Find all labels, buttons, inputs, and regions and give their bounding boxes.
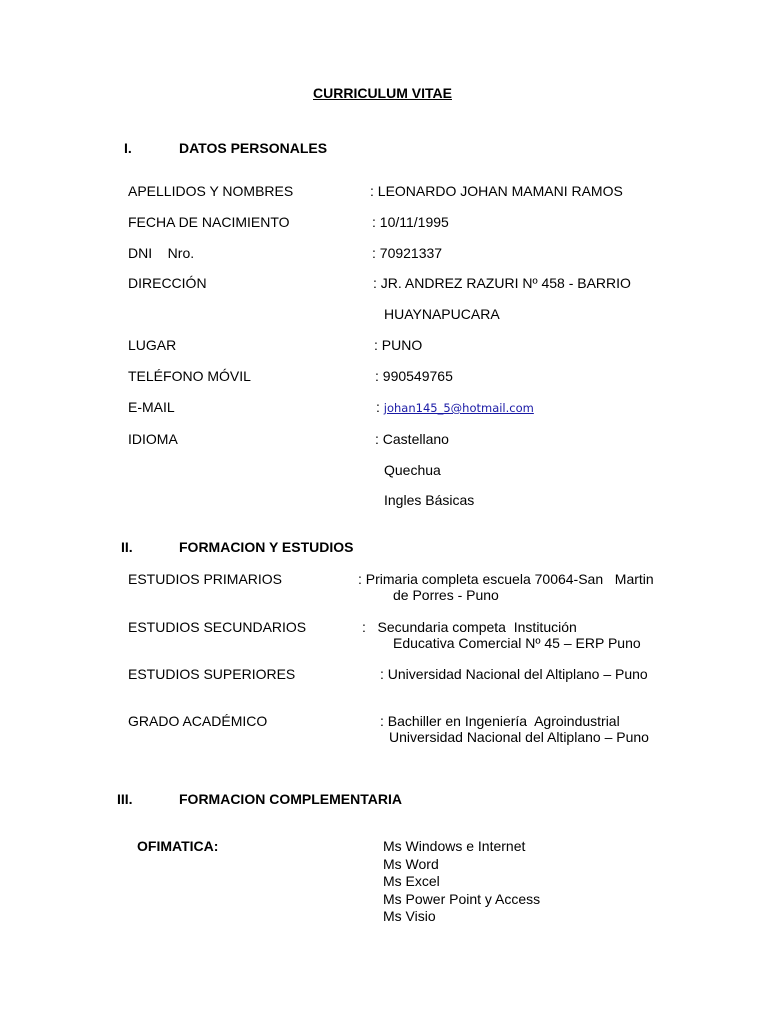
value-address: : JR. ANDREZ RAZURI Nº 458 - BARRIO <box>373 275 631 291</box>
label-place: LUGAR <box>128 337 177 353</box>
document-title: CURRICULUM VITAE <box>313 85 452 101</box>
section-heading-personal: DATOS PERSONALES <box>179 140 328 156</box>
label-birthdate: FECHA DE NACIMIENTO <box>128 214 290 230</box>
value-degree: : Bachiller en Ingeniería Agroindustrial <box>380 713 620 729</box>
value-primary-line2: de Porres - Puno <box>393 587 499 603</box>
value-email <box>376 399 534 417</box>
value-phone: : 990549765 <box>375 368 453 384</box>
value-birthdate: : 10/11/1995 <box>372 214 449 230</box>
label-names: APELLIDOS Y NOMBRES <box>128 183 294 199</box>
section-number-complementary: III. <box>117 791 133 807</box>
office-item: Ms Excel <box>383 873 440 889</box>
office-item: Ms Visio <box>383 908 436 924</box>
value-language-1: : Castellano <box>375 431 449 447</box>
value-address-line2: HUAYNAPUCARA <box>384 306 500 322</box>
value-primary: : Primaria completa escuela 70064-San Martin <box>358 571 654 587</box>
value-secondary-line2: Educativa Comercial Nº 45 – ERP Puno <box>393 635 641 651</box>
office-item: Ms Windows e Internet <box>383 838 526 854</box>
office-item: Ms Word <box>383 856 439 872</box>
value-secondary: : Secundaria competa Institución <box>362 619 577 635</box>
label-secondary: ESTUDIOS SECUNDARIOS <box>128 619 307 635</box>
value-names: : LEONARDO JOHAN MAMANI RAMOS <box>370 183 623 199</box>
email-link[interactable]: johan145_5@hotmail.com <box>383 401 534 415</box>
label-office: OFIMATICA: <box>137 838 219 854</box>
label-primary: ESTUDIOS PRIMARIOS <box>128 571 283 587</box>
email-colon: : <box>376 399 380 415</box>
value-degree-line2: Universidad Nacional del Altiplano – Puno <box>389 729 649 745</box>
office-item: Ms Power Point y Access <box>383 891 541 907</box>
label-address: DIRECCIÓN <box>128 275 207 291</box>
label-language: IDIOMA <box>128 431 178 447</box>
section-number-personal: I. <box>124 140 132 156</box>
section-heading-studies: FORMACION Y ESTUDIOS <box>179 539 354 555</box>
label-degree: GRADO ACADÉMICO <box>128 713 268 729</box>
value-higher: : Universidad Nacional del Altiplano – Puno <box>380 666 648 682</box>
label-dni: DNI Nro. <box>128 245 195 261</box>
value-dni: : 70921337 <box>372 245 443 261</box>
value-language-3: Ingles Básicas <box>384 492 475 508</box>
label-phone: TELÉFONO MÓVIL <box>128 368 251 384</box>
value-language-2: Quechua <box>384 462 441 478</box>
value-place: : PUNO <box>374 337 423 353</box>
section-heading-complementary: FORMACION COMPLEMENTARIA <box>179 791 402 807</box>
section-number-studies: II. <box>121 539 133 555</box>
label-higher: ESTUDIOS SUPERIORES <box>128 666 296 682</box>
label-email: E-MAIL <box>128 399 175 415</box>
